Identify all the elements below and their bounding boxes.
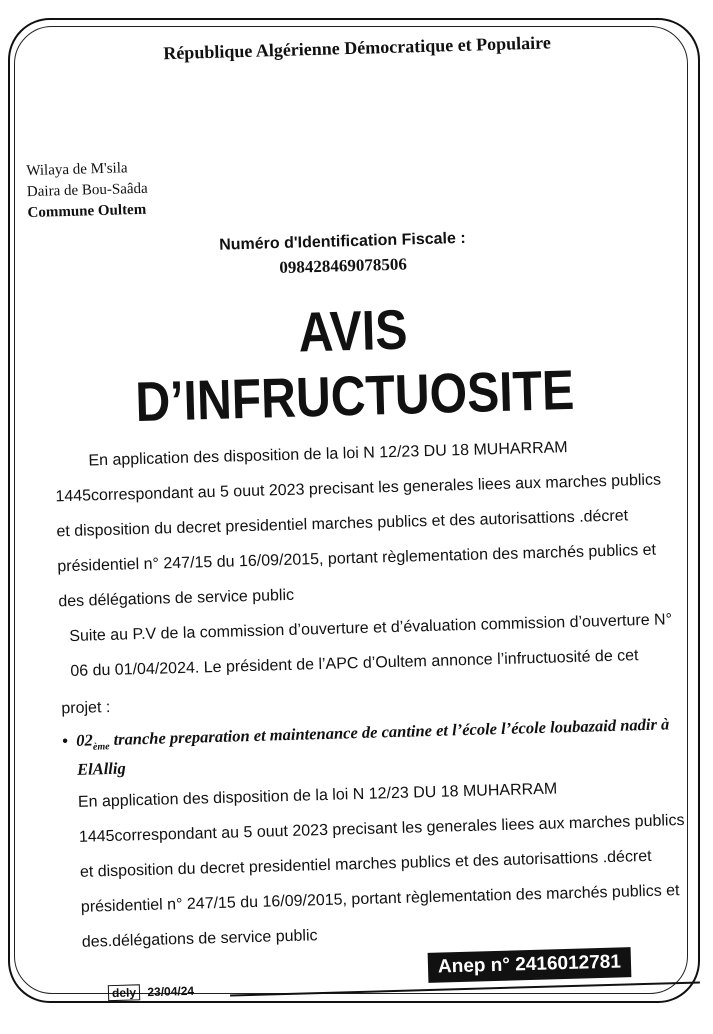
bullet-text: tranche preparation et maintenance de cantine et l’école l’école loubazaid nadir à ElAllig [76, 714, 670, 780]
projet-label: projet : [61, 698, 111, 718]
bullet-number: 02 [76, 730, 94, 750]
notice-title: AVIS D’INFRUCTUOSITE [134, 297, 575, 434]
republic-header: République Algérienne Démocratique et Populaire [163, 32, 552, 64]
tax-id-label: Numéro d'Identification Fiscale : [218, 229, 466, 254]
publication-date: 23/04/24 [147, 983, 195, 1000]
bullet-ordinal: ème [92, 741, 110, 753]
tax-id-number: 098428469078506 [279, 254, 408, 278]
publisher-logo: dely [108, 984, 140, 1001]
footer [108, 983, 194, 1001]
notice-body [54, 427, 688, 960]
anep-reference: Anep n° 2416012781 [428, 947, 632, 983]
bullet-dot: • [62, 731, 69, 751]
tax-id-block [192, 226, 493, 282]
administration-block [26, 158, 149, 224]
wilaya: Wilaya de M'sila [26, 160, 128, 180]
paragraph-1: En application des disposition de la loi N 12/23 DU 18 MUHARRAM 1445correspondant au 5 ouut 2023 precisant les generales liees aux marches publics et disposition du decret presidentiel marches publics et des autorisattions .décret présidentiel n° 247/15 du 16/09/2015, portant règlementation des marchés publics et des délégations de service public [55, 439, 662, 611]
commune: Commune Oultem [27, 201, 147, 222]
daira: Daira de Bou-Saâda [26, 180, 148, 201]
paragraph-2: En application des disposition de la loi N 12/23 DU 18 MUHARRAM 1445correspondant au 5 ouut 2023 precisant les generales liees aux marches publics et disposition du decret presidentiel marches publics et des autorisattions .décret présidentiel n° 247/15 du 16/09/2015, portant règlementation des marchés publics et des.délégations de service public [77, 780, 685, 952]
suite-paragraph: Suite au P.V de la commission d’ouverture et d’évaluation commission d’ouverture N° 06 du 01/04/2024. Le président de l’APC d’Oultem annonce l’infructuosité de cet [69, 611, 673, 681]
